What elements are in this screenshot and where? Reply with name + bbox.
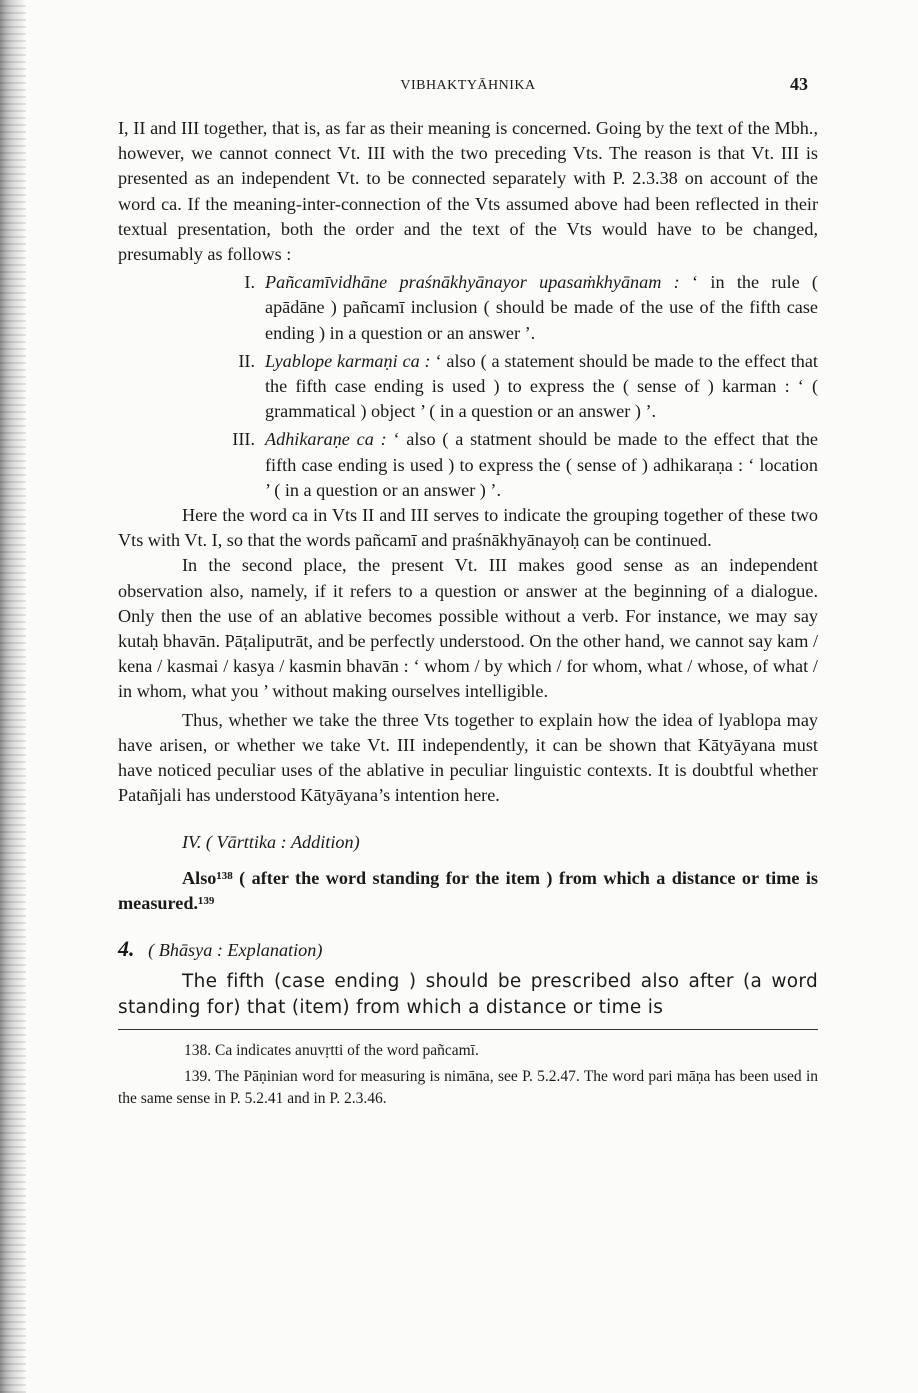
footnote-139: 139. The Pāṇinian word for measuring is nimāna, see P. 5.2.47. The word pari māṇa has been used in the same sense in P. 5.2.41 and in P. 2.3.46. [118, 1068, 818, 1108]
item-text: ‘ in the rule ( apādāne ) pañcamī inclusion ( should be made of the use of the fifth case ending ) in a question or an answer ’. [265, 272, 818, 343]
running-head: VIBHAKTYĀHNIKA [400, 78, 536, 93]
item-number: II. [238, 350, 255, 371]
paragraph-1: I, II and III together, that is, as far as their meaning is concerned. Going by the text of the Mbh., however, we cannot connect Vt. III with the two preceding Vts. The reason is that Vt. III is presented as an independent Vt. to be connected separately with P. 2.3.38 on account of the word ca. If the meaning-inter-connection of the Vts assumed above had been reflected in their textual presentation, both the order and the text of the Vts would have to be changed, presumably as follows : [118, 118, 818, 265]
list-item [232, 427, 818, 503]
footnote-138: 138. Ca indicates anuvṛtti of the word pañcamī. [184, 1042, 479, 1060]
section-iv-heading: IV. ( Vārttika : Addition) [182, 832, 360, 853]
item-text: ‘ also ( a statment should be made to the effect that the fifth case ending is used ) to express the ( sense of ) adhikaraṇa : ‘ location ’ ( in a question or an answer ) ’. [265, 429, 818, 500]
section-4-number: 4. [118, 936, 135, 962]
page-number: 43 [790, 74, 808, 94]
list-item [238, 349, 818, 425]
footnote-divider [118, 1029, 818, 1030]
item-sanskrit: Pañcamīvidhāne praśnākhyānayor upasaṁkhyānam : [265, 272, 680, 293]
item-sanskrit: Lyablope karmaṇi ca : [265, 350, 431, 371]
item-text: ‘ also ( a statement should be made to the effect that the fifth case ending is used ) to express the ( sense of ) karman : ‘ ( grammatical ) object ’ ( in a question or an answer ) ’. [265, 350, 818, 422]
footnotes [118, 1040, 818, 1110]
paragraph-2: Here the word ca in Vts II and III serves to indicate the grouping together of these two Vts with Vt. I, so that the words pañcamī and praśnākhyānayoḥ can be continued. [118, 505, 818, 551]
item-number: I. [244, 272, 255, 293]
paragraph-4: Thus, whether we take the three Vts together to explain how the idea of lyablopa may have arisen, or whether we take Vt. III independently, it can be shown that Kātyāyana must have noticed peculiar uses of the ablative in peculiar linguistic contexts. It is doubtful whether Patañjali has understood Kātyāyana’s intention here. [118, 709, 818, 806]
section-4-heading: ( Bhāsya : Explanation) [148, 940, 323, 961]
item-number: III. [232, 429, 255, 450]
section-4-text: The fifth (case ending ) should be prescribed also after (a word standing for) that (item) from which a distance or time is [118, 971, 818, 1019]
item-sanskrit: Adhikaraṇe ca : [265, 429, 387, 450]
list-item [244, 270, 818, 346]
section-iv-text: Also¹³⁸ ( after the word standing for the item ) from which a distance or time is measured.¹³⁹ [118, 867, 818, 913]
page-body [118, 116, 818, 1110]
page-header [118, 74, 818, 100]
paragraph-3: In the second place, the present Vt. III makes good sense as an independent observation also, namely, if it refers to a question or answer at the beginning of a dialogue. Only then the use of an ablative becomes possible without a verb. For instance, we may say kutaḥ bhavān. Pāṭaliputrāt, and be perfectly understood. On the other hand, we cannot say kam / kena / kasmai / kasya / kasmin bhavān : ‘ whom / by which / for whom, what / whose, of what / in whom, what you ’ without making ourselves intelligible. [118, 555, 818, 702]
section-4-title [118, 936, 818, 963]
